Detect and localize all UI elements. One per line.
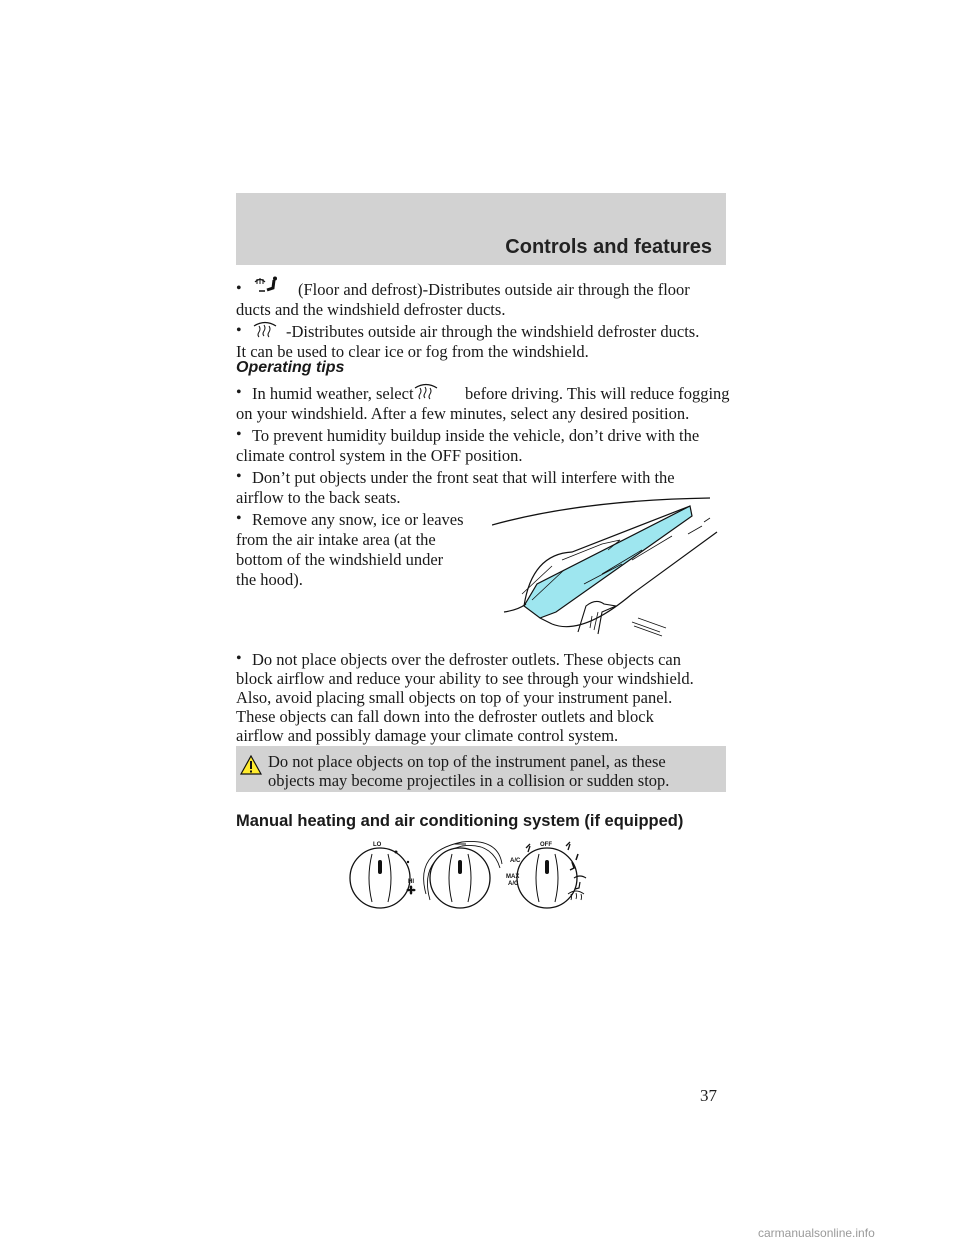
- mode-max-ac-label: A/C: [508, 881, 519, 887]
- windshield-air-intake-illustration: [492, 494, 718, 640]
- defrost-icon: [252, 320, 280, 343]
- bullet-text: These objects can fall down into the defroster outlets and block: [236, 707, 654, 726]
- section-title: Controls and features: [505, 236, 712, 258]
- panel-vent-icon: [526, 844, 530, 852]
- floor-defrost-icon: [252, 276, 286, 303]
- bullet-dot: •: [236, 322, 242, 339]
- warning-box: [236, 746, 726, 792]
- fan-speed-dial: [350, 848, 410, 908]
- mode-max-label: MAX: [506, 874, 520, 880]
- warning-text: Do not place objects on top of the instrument panel, as these: [268, 752, 666, 771]
- bullet-text: Remove any snow, ice or leaves: [252, 510, 464, 529]
- subheading-operating-tips: Operating tips: [236, 359, 345, 376]
- fan-hi-label: HI: [408, 879, 414, 885]
- fan-lo-label: LO: [373, 842, 382, 848]
- bullet-text: the hood).: [236, 570, 303, 589]
- bullet-text: To prevent humidity buildup inside the vehicle, don’t drive with the: [252, 426, 700, 445]
- fan-dot-icon: [407, 861, 409, 863]
- defrost-icon: [413, 382, 441, 405]
- bullet-dot: •: [236, 280, 242, 297]
- bullet-text: from the air intake area (at the: [236, 530, 436, 549]
- bullet-text: Don’t put objects under the front seat that will interfere with the: [252, 468, 675, 487]
- bullet-text: ducts and the windshield defroster ducts.: [236, 300, 506, 319]
- bullet-dot: •: [236, 426, 242, 443]
- bullet-text: airflow to the back seats.: [236, 488, 401, 507]
- section-header-band: [236, 193, 726, 265]
- bullet-text: It can be used to clear ice or fog from the windshield.: [236, 342, 589, 361]
- mode-off-label: OFF: [540, 842, 552, 848]
- warning-text: objects may become projectiles in a collision or sudden stop.: [268, 771, 670, 790]
- bullet-text: before driving. This will reduce fogging: [465, 384, 730, 403]
- bullet-text: on your windshield. After a few minutes, select any desired position.: [236, 404, 690, 423]
- bullet-dot: •: [236, 468, 242, 485]
- bullet-dot: •: [236, 650, 242, 667]
- bullet-text: -Distributes outside air through the windshield defroster ducts.: [286, 322, 700, 341]
- bullet-text: (Floor and defrost)-Distributes outside air through the floor: [298, 280, 690, 299]
- climate-control-dials-illustration: [342, 838, 612, 918]
- bilevel-vent-icon: [566, 842, 570, 850]
- section-heading: Manual heating and air conditioning system (if equipped): [236, 812, 684, 830]
- bullet-dot: •: [236, 510, 242, 527]
- mode-dial: [517, 848, 577, 908]
- warning-triangle-icon: [240, 755, 262, 780]
- bullet-text: In humid weather, select: [252, 384, 414, 403]
- bullet-text: climate control system in the OFF position.: [236, 446, 523, 465]
- bullet-text: block airflow and reduce your ability to see through your windshield.: [236, 669, 694, 688]
- watermark: carmanualsonline.info: [758, 1226, 875, 1240]
- mode-ac-label: A/C: [510, 858, 521, 864]
- temperature-dial: [424, 841, 502, 908]
- fan-dot-icon: [395, 851, 398, 854]
- bullet-dot: •: [236, 384, 242, 401]
- bullet-text: bottom of the windshield under: [236, 550, 444, 569]
- bullet-text: airflow and possibly damage your climate control system.: [236, 726, 619, 745]
- bullet-text: Do not place objects over the defroster outlets. These objects can: [252, 650, 682, 669]
- page-number: 37: [700, 1086, 717, 1105]
- bullet-text: Also, avoid placing small objects on top of your instrument panel.: [236, 688, 673, 707]
